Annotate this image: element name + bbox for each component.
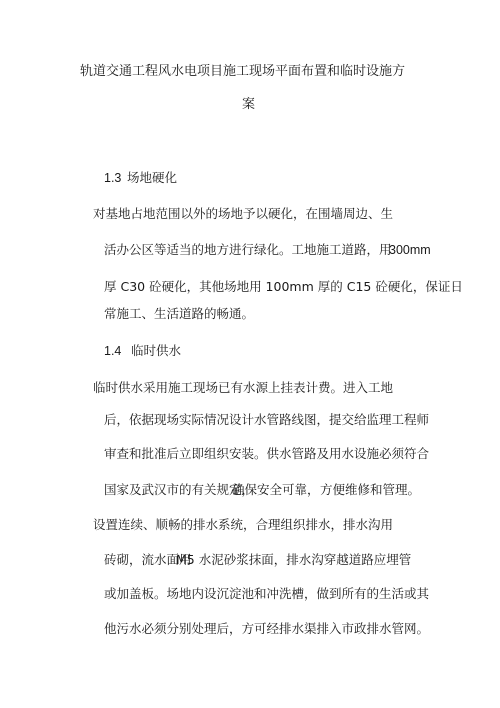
paragraph-line: 或加盖板。场地内设沉淀池和冲洗槽，做到所有的生活或其	[104, 586, 430, 601]
paragraph-line: 方便维修和管理。	[320, 482, 421, 497]
paragraph-line: 设置连续、顺畅的排水系统，合理组织排水，排水沟用	[93, 517, 394, 532]
paragraph-line: 确保安全可靠，	[232, 482, 320, 497]
section-1-3-number: 1.3	[104, 171, 122, 185]
section-1-4-number: 1.4	[104, 344, 122, 358]
document-title-line-2: 案	[242, 97, 256, 112]
document-title-line-1: 轨道交通工程风水电项目施工现场平面布置和临时设施方	[80, 64, 406, 79]
paragraph-line: 后，依据现场实际情况设计水管路线图，提交给监理工程师	[104, 412, 430, 427]
paragraph-line: 300mm	[389, 243, 431, 257]
paragraph-line: 活办公区等适当的地方进行绿化。工地施工道路，用	[104, 242, 392, 257]
paragraph-line: M5 水泥砂浆抹面，排水沟穿越道路应埋管	[176, 552, 412, 567]
section-1-4-heading: 临时供水	[131, 343, 182, 358]
paragraph-line: 国家及武汉市的有关规定，	[104, 482, 255, 497]
paragraph-line: 厚 C30 砼硬化，其他场地用 100mm 厚的 C15 砼硬化，保证日	[104, 279, 463, 294]
paragraph-line: 审查和批准后立即组织安装。供水管路及用水设施必须符合	[104, 446, 430, 461]
paragraph-line: 他污水必须分别处理后，方可经排水渠排入市政排水管网。	[104, 621, 430, 636]
paragraph-line: 临时供水采用施工现场已有水源上挂表计费。进入工地	[93, 380, 394, 395]
section-1-3-heading: 场地硬化	[127, 170, 178, 185]
paragraph-line: 常施工、生活道路的畅通。	[104, 306, 255, 321]
paragraph-line: 对基地占地范围以外的场地予以硬化，在围墙周边、生	[93, 206, 394, 221]
paragraph-line: 砖砌，流水面用	[104, 552, 192, 567]
